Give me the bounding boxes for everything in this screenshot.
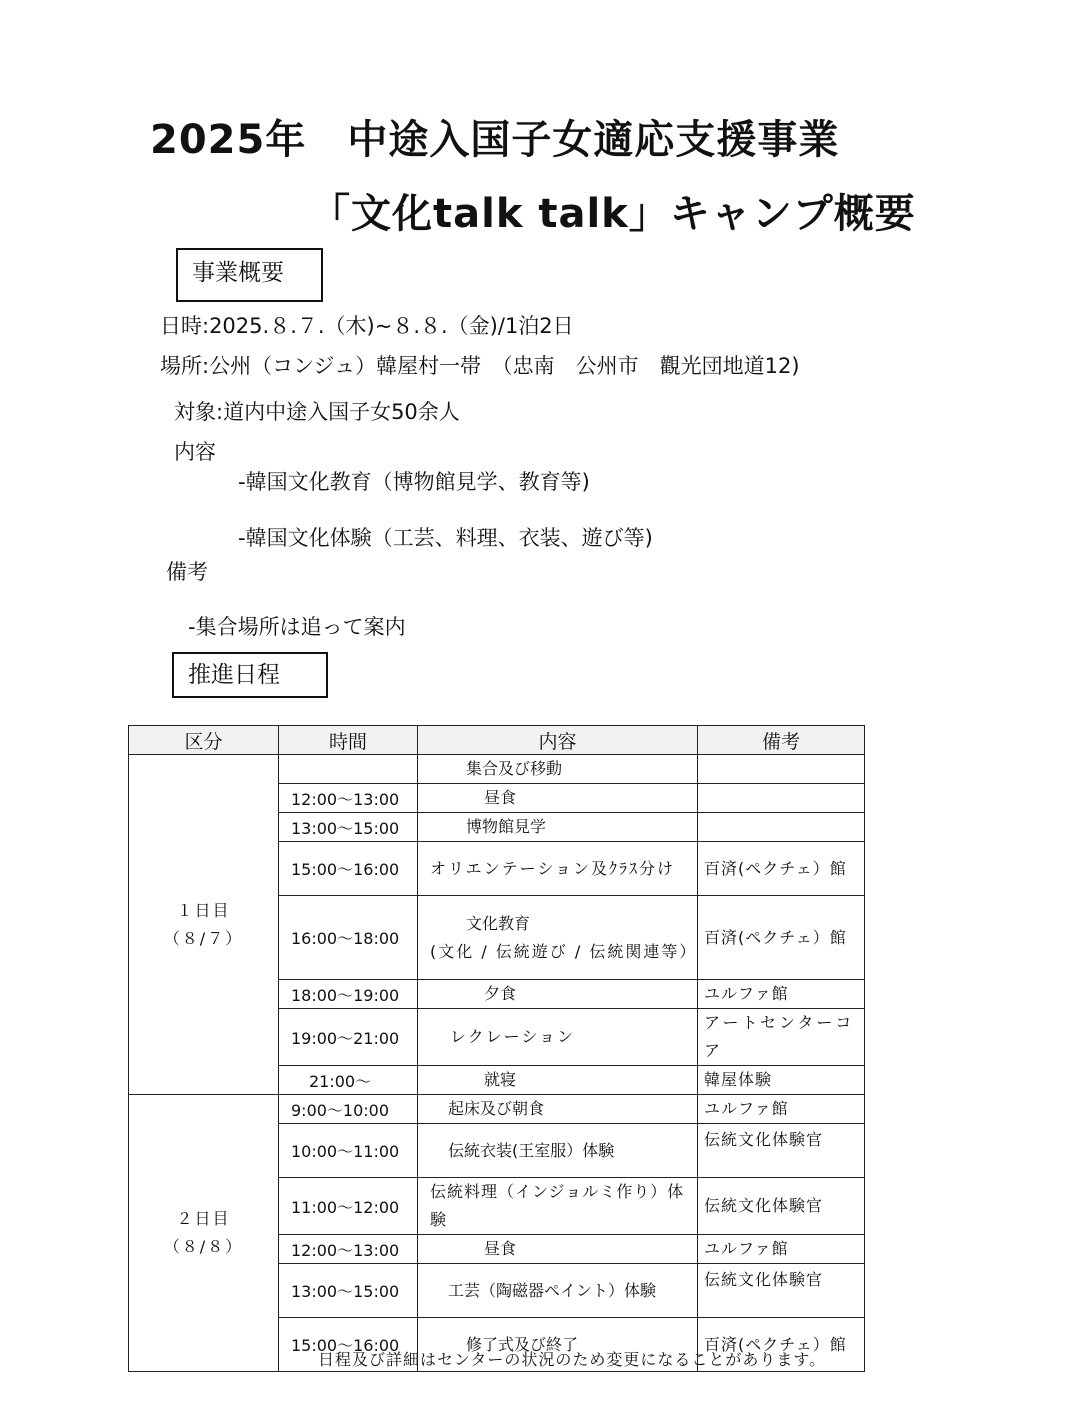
table-header-row xyxy=(129,726,865,755)
content-cell: 修了式及び終了 xyxy=(418,1318,698,1372)
time-cell: 13:00～15:00 xyxy=(279,813,418,842)
time-cell: 21:00～ xyxy=(279,1066,418,1095)
time-cell: 13:00～15:00 xyxy=(279,1264,418,1318)
schedule-footnote: 日程及び詳細はセンターの状況のため変更になることがあります。 xyxy=(318,1350,827,1369)
time-cell: 15:00～16:00 xyxy=(279,1318,418,1372)
content-cell: 起床及び朝食 xyxy=(418,1095,698,1124)
day2-date: （８/８） xyxy=(163,1237,244,1256)
content-cell: 夕食 xyxy=(418,980,698,1009)
note-cell: ユルファ館 xyxy=(698,980,865,1009)
header-time: 時間 xyxy=(279,726,418,755)
note-cell: 百済(ペクチェ）館 xyxy=(698,896,865,980)
note-cell: ユルファ館 xyxy=(698,1095,865,1124)
header-category: 区分 xyxy=(129,726,279,755)
time-cell: 15:00～16:00 xyxy=(279,842,418,896)
content-cell: 就寝 xyxy=(418,1066,698,1095)
day2-label: ２日目 xyxy=(176,1209,231,1228)
time-cell: 12:00～13:00 xyxy=(279,1235,418,1264)
day1-cell xyxy=(129,755,279,1095)
day1-date: （８/７） xyxy=(163,928,244,948)
overview-remarks-item: -集合場所は追って案内 xyxy=(188,615,406,639)
note-cell: アートセンターコア xyxy=(698,1009,865,1066)
time-cell: 11:00～12:00 xyxy=(279,1178,418,1235)
note-cell: 百済(ペクチェ）館 xyxy=(698,1318,865,1372)
time-cell: 9:00～10:00 xyxy=(279,1095,418,1124)
time-cell xyxy=(279,755,418,784)
content-cell: オリエンテーション及ｸﾗｽ分け xyxy=(418,842,698,896)
note-cell xyxy=(698,755,865,784)
time-cell: 12:00～13:00 xyxy=(279,784,418,813)
content-cell: 伝統料理（インジョルミ作り）体験 xyxy=(418,1178,698,1235)
document-title-line1: 2025年 中途入国子女適応支援事業 xyxy=(150,117,840,163)
content-cell: 工芸（陶磁器ペイント）体験 xyxy=(418,1264,698,1318)
overview-place: 場所:公州（コンジュ）韓屋村一帯 （忠南 公州市 觀光団地道12) xyxy=(160,354,800,378)
header-content: 内容 xyxy=(418,726,698,755)
content-cell: レクレーション xyxy=(418,1009,698,1066)
time-cell: 10:00～11:00 xyxy=(279,1124,418,1178)
day1-label: １日目 xyxy=(176,900,231,920)
note-cell: 百済(ペクチェ）館 xyxy=(698,842,865,896)
note-cell: ユルファ館 xyxy=(698,1235,865,1264)
table-row xyxy=(129,1095,865,1124)
time-cell: 19:00～21:00 xyxy=(279,1009,418,1066)
table-row xyxy=(129,755,865,784)
header-notes: 備考 xyxy=(698,726,865,755)
content-cell: 集合及び移動 xyxy=(418,755,698,784)
time-cell: 16:00～18:00 xyxy=(279,896,418,980)
content-cell: 伝統衣装(王室服）体験 xyxy=(418,1124,698,1178)
overview-datetime: 日時:2025.８.７.（木)~８.８.（金)/1泊2日 xyxy=(160,314,574,338)
note-cell: 伝統文化体験官 xyxy=(698,1264,865,1318)
content-cell xyxy=(418,896,698,980)
time-cell: 18:00～19:00 xyxy=(279,980,418,1009)
note-cell xyxy=(698,813,865,842)
document-title-line2: 「文化talk talk」キャンプ概要 xyxy=(310,191,916,237)
overview-content-item: -韓国文化教育（博物館見学、教育等) xyxy=(238,470,590,494)
content-detail: (文化 / 伝統遊び / 伝統関連等） xyxy=(430,941,698,961)
overview-remarks-label: 備考 xyxy=(166,560,208,584)
schedule-table xyxy=(128,725,865,1372)
overview-content-label: 内容 xyxy=(174,440,216,464)
content-cell: 昼食 xyxy=(418,784,698,813)
note-cell xyxy=(698,784,865,813)
note-cell: 伝統文化体験官 xyxy=(698,1178,865,1235)
note-cell: 伝統文化体験官 xyxy=(698,1124,865,1178)
day2-cell xyxy=(129,1095,279,1372)
content-cell: 昼食 xyxy=(418,1235,698,1264)
note-cell: 韓屋体験 xyxy=(698,1066,865,1095)
overview-heading: 事業概要 xyxy=(176,248,323,302)
overview-content-item: -韓国文化体験（工芸、料理、衣装、遊び等) xyxy=(238,526,653,550)
schedule-heading: 推進日程 xyxy=(172,652,328,698)
content-cell: 博物館見学 xyxy=(418,813,698,842)
overview-target: 対象:道内中途入国子女50余人 xyxy=(174,400,460,424)
content-title: 文化教育 xyxy=(466,913,531,933)
